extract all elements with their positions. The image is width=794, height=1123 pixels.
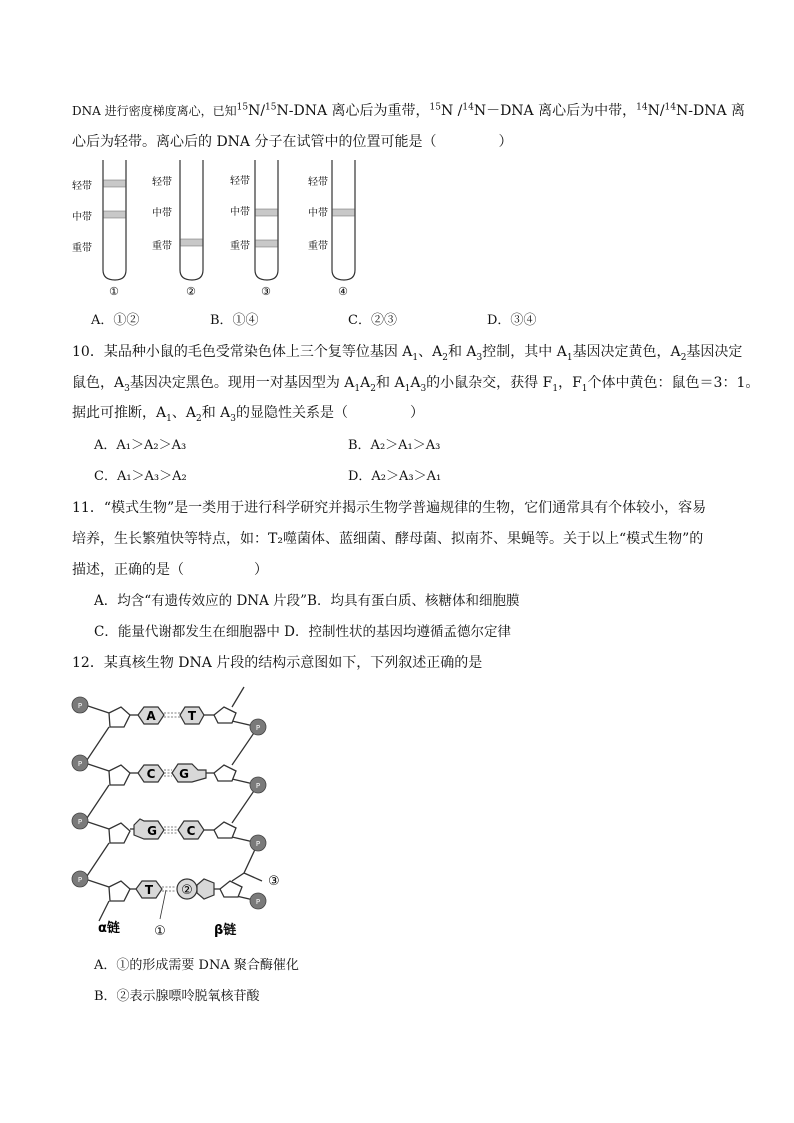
- tube1-light-label: 轻带: [72, 181, 92, 192]
- q10-option-d: D．A₂＞A₃＞A₁: [348, 469, 442, 484]
- q10-option-b: B．A₂＞A₁＞A₃: [348, 438, 441, 453]
- tube-2: [152, 160, 203, 298]
- svg-text:P: P: [255, 724, 261, 732]
- alpha-chain-label: α链: [98, 921, 120, 936]
- tube-4: [308, 160, 355, 298]
- tube1-heavy-label: 重带: [72, 243, 92, 254]
- tube-3: [230, 160, 278, 298]
- tube1-mid-band: [104, 211, 126, 218]
- svg-text:P: P: [77, 760, 83, 768]
- tube4-mid-label: 中带: [308, 208, 328, 219]
- tube2-heavy-band: [181, 239, 203, 246]
- svg-text:P: P: [77, 818, 83, 826]
- q11-stem-line2: 培养，生长繁殖快等特点，如：T₂噬菌体、蓝细菌、酵母菌、拟南芥、果蝇等。关于以上“模式生物”的: [72, 531, 704, 547]
- tube4-mid-band: [333, 209, 355, 216]
- svg-text:P: P: [77, 702, 83, 710]
- centrifuge-tubes-figure: [68, 160, 368, 300]
- tube3-mid-label: 中带: [230, 207, 250, 218]
- tube2-light-label: 轻带: [152, 177, 172, 188]
- q9-stem-line1: DNA 进行密度梯度离心，已知$^{15}$N/$^{15}$N-DNA 离心后为重带，$^{15}$N /$^{14}$N－DNA 离心后为中带，$^{14}$N/$^{14}$N-DNA 离: [72, 102, 746, 119]
- label-3: ③: [268, 874, 280, 889]
- q10-stem-line2: 鼠色，$A_3$基因决定黑色。现用一对基因型为 $A_1A_2$和 $A_1A_3$的小鼠杂交，获得 $F_1$，$F_1$个体中黄色：鼠色＝3：1。: [72, 375, 760, 394]
- dna-structure-diagram: [64, 685, 294, 945]
- label-1: ①: [154, 924, 166, 939]
- tube2-heavy-label: 重带: [152, 241, 172, 252]
- base-pair-2: [109, 764, 236, 785]
- base-a-label: A: [146, 709, 156, 723]
- label-2: ②: [181, 883, 193, 898]
- q12-option-b: B．②表示腺嘌呤脱氧核苷酸: [94, 989, 260, 1004]
- tube2-mid-label: 中带: [152, 208, 172, 219]
- q9-stem-line2: 心后为轻带。离心后的 DNA 分子在试管中的位置可能是（ ）: [72, 134, 513, 150]
- tube3-heavy-label: 重带: [230, 241, 250, 252]
- tube1-light-band: [104, 180, 126, 187]
- tube1-number: ①: [109, 285, 119, 298]
- q9-option-c: C．②③: [348, 313, 397, 328]
- tube3-number: ③: [261, 285, 271, 298]
- q10-stem-line1: 10．某品种小鼠的毛色受常染色体上三个复等位基因 $A_1$、$A_2$和 $A_3$控制，其中 $A_1$基因决定黄色，$A_2$基因决定: [72, 344, 743, 363]
- svg-text:P: P: [77, 876, 83, 884]
- base-c2-label: C: [186, 824, 196, 838]
- svg-text:P: P: [255, 782, 261, 790]
- base-pair-1: [109, 707, 236, 727]
- q10-option-a: A．A₁＞A₂＞A₃: [94, 438, 187, 453]
- q12-option-a: A．①的形成需要 DNA 聚合酶催化: [94, 958, 299, 973]
- tube3-mid-band: [256, 209, 278, 216]
- base-pair-3: [109, 819, 236, 843]
- q9-option-d: D．③④: [487, 313, 537, 328]
- tube4-heavy-label: 重带: [308, 241, 328, 252]
- q9-option-a: A．①②: [91, 313, 140, 328]
- tube3-light-label: 轻带: [230, 176, 250, 187]
- q11-stem-line1: 11．“模式生物”是一类用于进行科学研究并揭示生物学普遍规律的生物，它们通常具有个体较小，容易: [72, 500, 707, 516]
- base-c-label: C: [146, 767, 156, 781]
- tube4-number: ④: [338, 285, 348, 298]
- tube-1: [72, 160, 126, 298]
- q10-stem-line3: 据此可推断，$A_1$、$A_2$和 $A_3$的显隐性关系是（ ）: [72, 405, 425, 424]
- base-t2-label: T: [144, 883, 154, 897]
- base-t-label: T: [187, 709, 197, 723]
- q9-option-b: B．①④: [210, 313, 259, 328]
- base-g2-label: G: [147, 824, 157, 838]
- tube1-mid-label: 中带: [72, 212, 92, 223]
- beta-chain-label: β链: [214, 923, 237, 938]
- base-g-label: G: [179, 767, 189, 781]
- base-pair-4: [109, 879, 242, 901]
- q10-option-c: C．A₁＞A₃＞A₂: [94, 469, 187, 484]
- q12-stem: 12．某真核生物 DNA 片段的结构示意图如下，下列叙述正确的是: [72, 655, 483, 671]
- svg-text:P: P: [255, 840, 261, 848]
- q11-stem-line3: 描述，正确的是（ ）: [72, 562, 268, 578]
- q11-options-ab: A．均含“有遗传效应的 DNA 片段”B．均具有蛋白质、核糖体和细胞膜: [94, 593, 520, 609]
- tube4-light-label: 轻带: [308, 177, 328, 188]
- svg-text:P: P: [255, 898, 261, 906]
- tube2-number: ②: [186, 285, 196, 298]
- tube3-heavy-band: [256, 240, 278, 247]
- q11-options-cd: C．能量代谢都发生在细胞器中 D．控制性状的基因均遵循孟德尔定律: [94, 624, 511, 640]
